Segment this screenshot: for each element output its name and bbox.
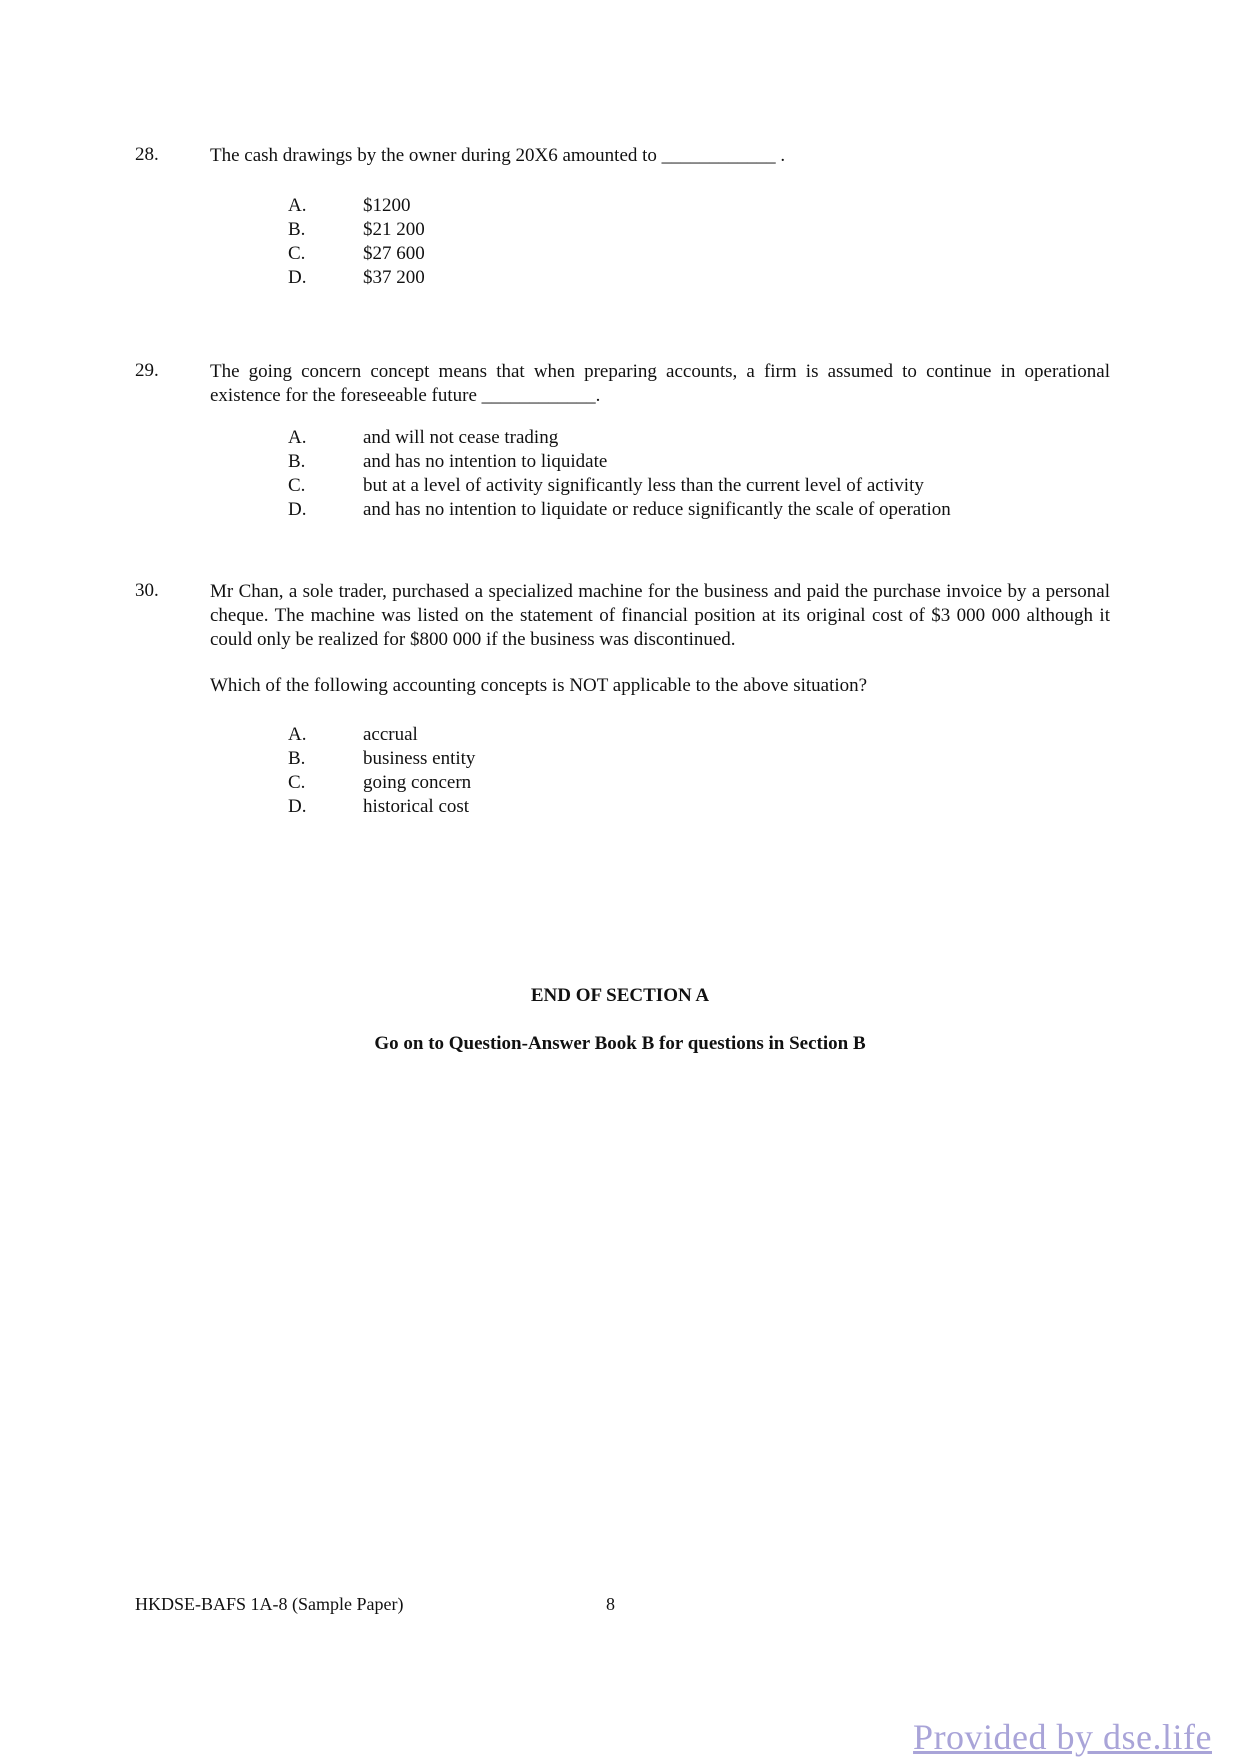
option-text: and has no intention to liquidate [363,451,608,472]
page-number: 8 [606,1594,615,1614]
option-label: B. [288,748,306,769]
question-prompt: Which of the following accounting concepts is NOT applicable to the above situation? [210,675,868,696]
question-stem: The cash drawings by the owner during 20X6 amounted to ____________ . [210,145,786,166]
question-stem: The going concern concept means that when preparing accounts, a firm is assumed to continue in operational existence for the foreseeable future ____________. [210,361,1110,406]
option-text: historical cost [363,796,470,817]
option-text: $1200 [363,195,411,216]
option-label: D. [288,267,307,288]
option-text: and has no intention to liquidate or reduce significantly the scale of operation [363,499,951,520]
paper-code: HKDSE-BAFS 1A-8 (Sample Paper) [135,1594,404,1614]
section-b-instruction: Go on to Question-Answer Book B for questions in Section B [374,1033,866,1054]
option-label: B. [288,451,306,472]
option-text: going concern [363,772,472,793]
question-number: 30. [135,580,159,601]
option-label: C. [288,243,306,264]
option-label: C. [288,772,306,793]
option-text: $37 200 [363,267,425,288]
option-label: C. [288,475,306,496]
option-label: A. [288,427,307,448]
option-text: business entity [363,748,476,769]
watermark-link[interactable]: Provided by dse.life [913,1717,1212,1757]
question-stem: Mr Chan, a sole trader, purchased a specialized machine for the business and paid the purchase invoice by a personal cheque. The machine was listed on the statement of financial position at its original cost of $3 000 000 although it could only be realized for $800 000 if the business was discontinued. [210,581,1110,650]
option-text: accrual [363,724,418,745]
option-label: A. [288,724,307,745]
option-label: A. [288,195,307,216]
question-number: 28. [135,144,159,165]
option-text: and will not cease trading [363,427,559,448]
option-label: D. [288,796,307,817]
option-text: but at a level of activity significantly less than the current level of activity [363,475,924,496]
question-number: 29. [135,360,159,381]
option-text: $21 200 [363,219,425,240]
option-text: $27 600 [363,243,425,264]
end-of-section-heading: END OF SECTION A [530,985,710,1006]
option-label: B. [288,219,306,240]
option-label: D. [288,499,307,520]
